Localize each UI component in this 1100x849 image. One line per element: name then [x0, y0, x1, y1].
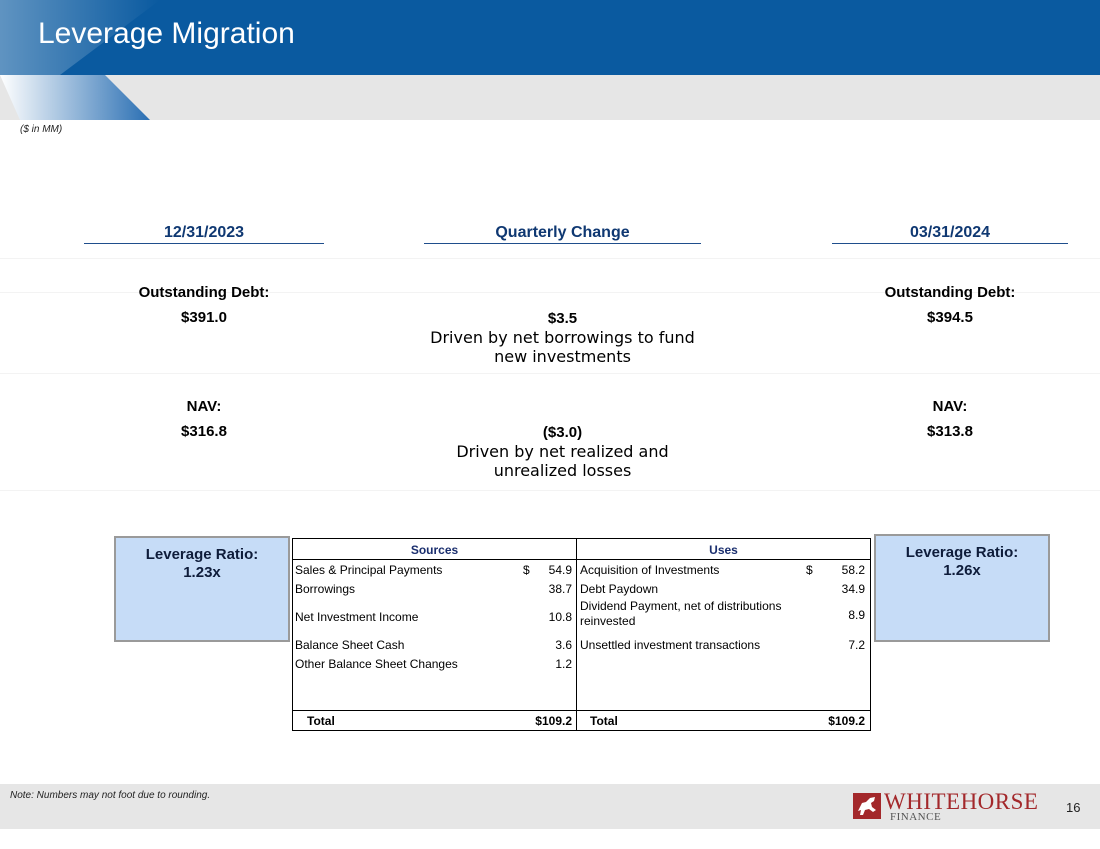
source-label: Balance Sheet Cash — [295, 638, 405, 652]
uses-column — [578, 539, 869, 730]
right-debt-label: Outstanding Debt: — [884, 284, 1016, 301]
use-amount: 58.2 — [841, 563, 865, 577]
uses-header: Uses — [709, 543, 738, 557]
source-amount: 10.8 — [548, 610, 572, 624]
source-amount: 3.6 — [555, 638, 572, 652]
grid-line — [0, 258, 1100, 259]
use-amount: 34.9 — [841, 582, 865, 596]
use-amount: 7.2 — [848, 638, 865, 652]
debt-change-note-line1: Driven by net borrowings to fund — [430, 328, 695, 347]
table-row — [293, 636, 576, 654]
source-label: Other Balance Sheet Changes — [295, 657, 458, 671]
sources-header: Sources — [410, 543, 459, 557]
uses-total-value: $109.2 — [828, 714, 865, 728]
use-label: Debt Paydown — [580, 582, 659, 596]
left-nav-value: $316.8 — [181, 423, 227, 440]
currency-symbol: $ — [806, 563, 813, 577]
right-leverage-box — [874, 534, 1050, 642]
right-leverage-label: Leverage Ratio: — [905, 544, 1019, 561]
table-divider — [576, 539, 577, 730]
left-column-heading: 12/31/2023 — [163, 224, 245, 241]
header-swoosh — [0, 75, 160, 120]
left-debt-label: Outstanding Debt: — [138, 284, 270, 301]
source-amount: 38.7 — [548, 582, 572, 596]
sources-uses-table — [292, 538, 871, 731]
table-row — [293, 580, 576, 598]
use-label: Acquisition of Investments — [580, 563, 720, 577]
debt-change-value: $3.5 — [547, 310, 578, 327]
right-heading-rule — [832, 243, 1068, 244]
source-label: Sales & Principal Payments — [295, 563, 443, 577]
logo-wordmark: WHITEHORSE — [884, 789, 1039, 814]
left-nav-label: NAV: — [186, 398, 222, 415]
footer-note: Note: Numbers may not foot due to rounding. — [10, 790, 211, 801]
use-label: Unsettled investment transactions — [580, 638, 761, 652]
page-title: Leverage Migration — [38, 17, 295, 50]
source-amount: 1.2 — [555, 657, 572, 671]
left-leverage-value: 1.23x — [183, 564, 221, 581]
table-row — [293, 655, 576, 673]
right-debt-value: $394.5 — [927, 309, 973, 326]
grid-line — [0, 373, 1100, 374]
use-amount: 8.9 — [848, 608, 865, 622]
header-band — [0, 75, 1100, 120]
sources-total-label: Total — [307, 714, 335, 728]
debt-change — [400, 309, 725, 366]
nav-change-value: ($3.0) — [542, 424, 583, 441]
logo-subtitle: FINANCE — [890, 811, 942, 823]
table-row — [293, 561, 576, 579]
nav-change-note-line2: unrealized losses — [493, 461, 632, 480]
table-row — [578, 561, 869, 579]
source-label: Net Investment Income — [295, 610, 419, 624]
horse-icon — [852, 791, 882, 821]
use-label: Dividend Payment, net of distributions reinvested — [580, 599, 782, 628]
right-nav-value: $313.8 — [927, 423, 973, 440]
uses-total-label: Total — [590, 714, 618, 728]
sources-column — [293, 539, 576, 730]
source-amount: 54.9 — [548, 563, 572, 577]
table-row — [293, 608, 576, 626]
left-leverage-box — [114, 536, 290, 642]
sources-total-value: $109.2 — [535, 714, 572, 728]
table-row — [578, 580, 869, 598]
left-leverage-label: Leverage Ratio: — [145, 546, 259, 563]
right-leverage-value: 1.26x — [943, 562, 981, 579]
table-row — [578, 636, 869, 654]
right-column-heading: 03/31/2024 — [909, 224, 991, 241]
page-number: 16 — [1066, 800, 1081, 815]
nav-change — [400, 423, 725, 480]
grid-line — [0, 490, 1100, 491]
left-heading-rule — [84, 243, 324, 244]
center-heading-rule — [424, 243, 701, 244]
nav-change-note-line1: Driven by net realized and — [456, 442, 669, 461]
debt-change-note-line2: new investments — [494, 347, 631, 366]
units-note: ($ in MM) — [20, 124, 63, 135]
currency-symbol: $ — [523, 563, 530, 577]
right-nav-label: NAV: — [932, 398, 968, 415]
center-column-heading: Quarterly Change — [495, 224, 630, 241]
source-label: Borrowings — [295, 582, 356, 596]
table-row — [578, 599, 869, 631]
left-debt-value: $391.0 — [181, 309, 227, 326]
